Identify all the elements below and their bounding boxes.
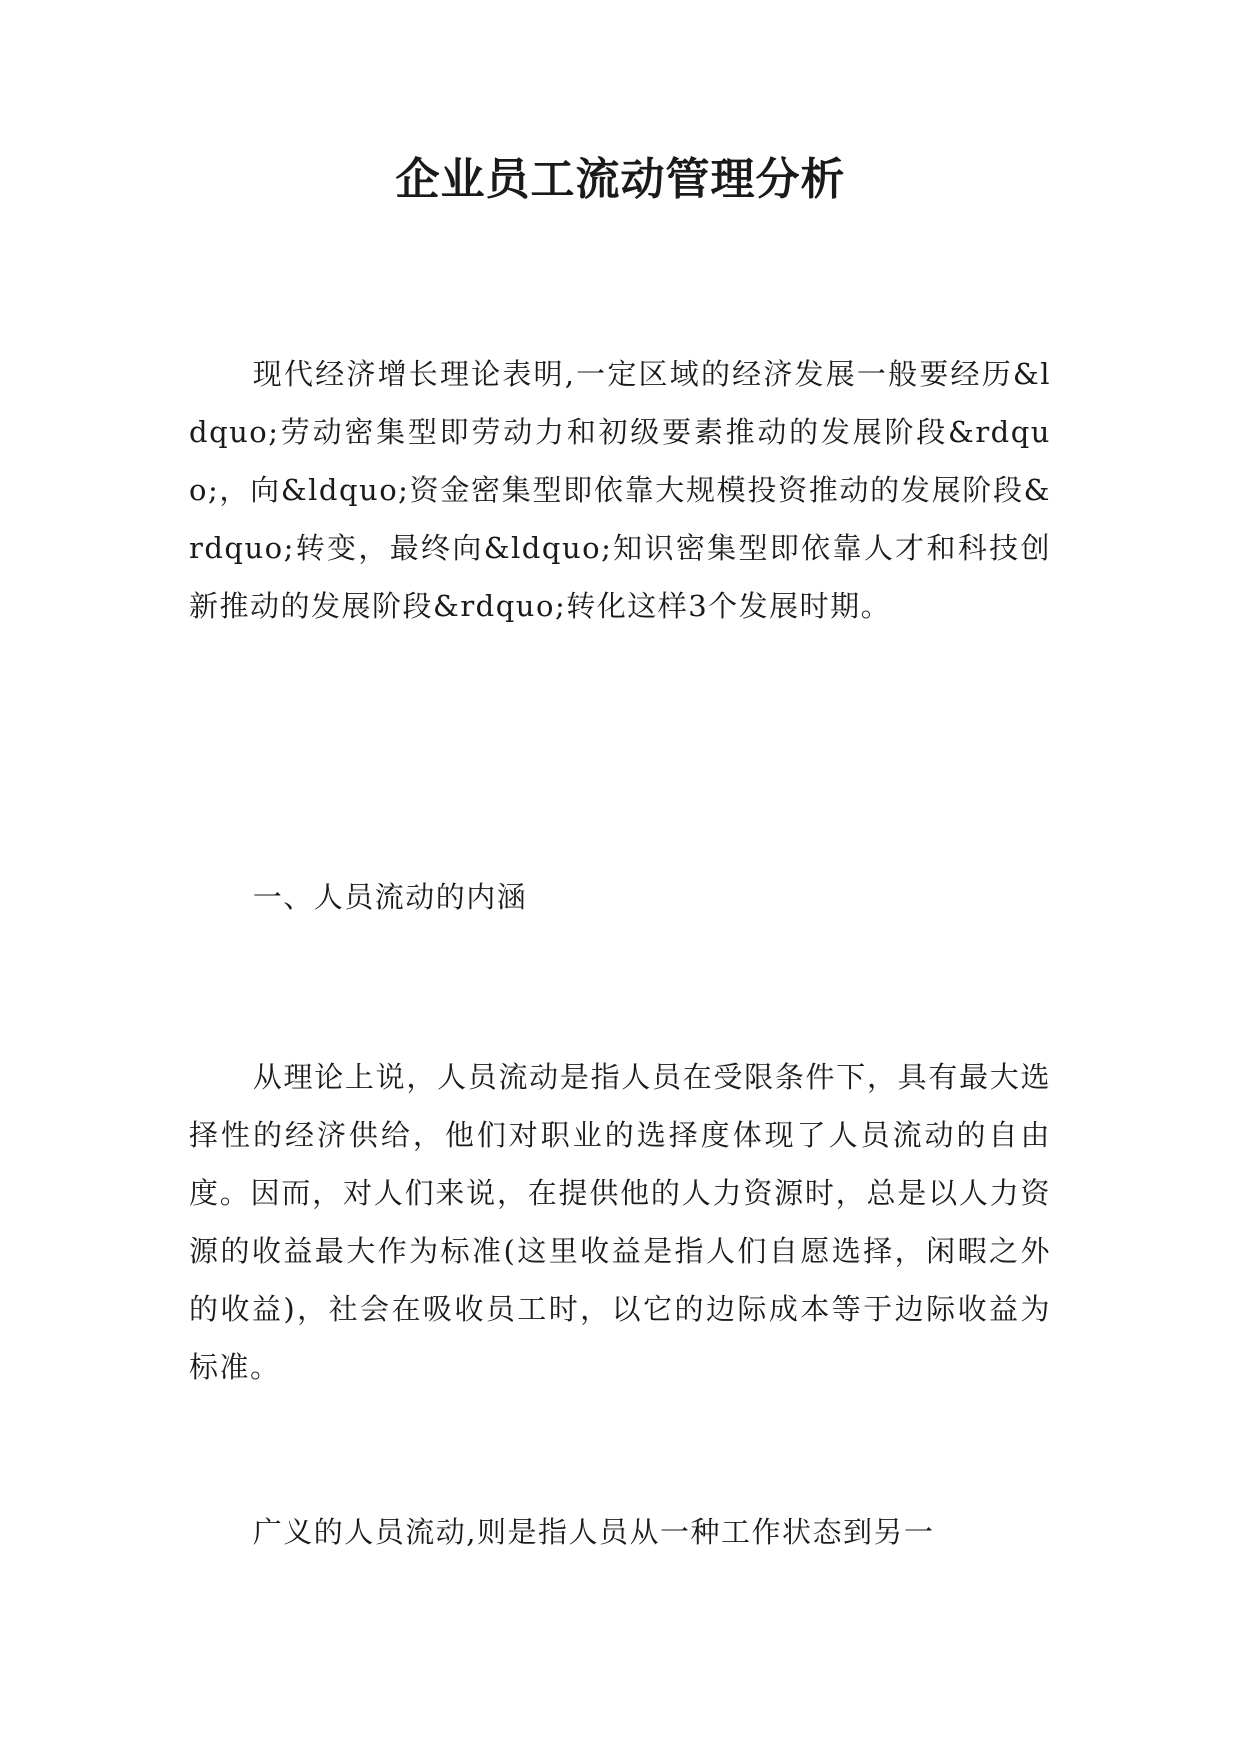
section-heading: 一、人员流动的内涵 [252,880,528,914]
paragraph-broad-definition: 广义的人员流动,则是指人员从一种工作状态到另一 [252,1515,935,1549]
paragraph-theory: 从理论上说，人员流动是指人员在受限条件下，具有最大选择性的经济供给，他们对职业的选择度体现了人员流动的自由度。因而，对人们来说，在提供他的人力资源时，总是以人力资源的收益最大作为标准(这里收益是指人们自愿选择，闲暇之外的收益)，社会在吸收员工时，以它的边际成本等于边际收益为标准。 [189,1060,1051,1384]
document-title: 企业员工流动管理分析 [395,154,846,205]
paragraph-intro: 现代经济增长理论表明,一定区域的经济发展一般要经历&ldquo;劳动密集型即劳动力和初级要素推动的发展阶段&rdquo;，向&ldquo;资金密集型即依靠大规模投资推动的发展阶段&rdquo;转变，最终向&ldquo;知识密集型即依靠人才和科技创新推动的发展阶段&rdquo;转化这样3个发展时期。 [189,357,1051,623]
